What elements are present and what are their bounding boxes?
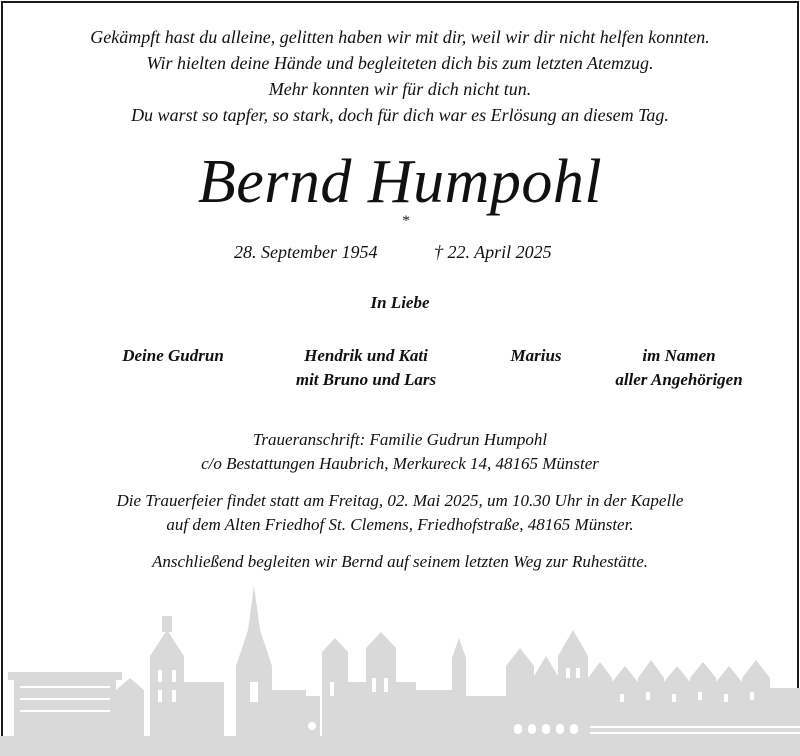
signature-line: mit Bruno und Lars: [295, 370, 437, 389]
ceremony-line: Die Trauerfeier findet statt am Freitag, 02. Mai 2025, um 10.30 Uhr in der Kapelle: [116, 491, 684, 510]
signature-hendrik-kati: [276, 344, 456, 392]
birth-date: 28. September 1954: [234, 242, 378, 262]
muenster-skyline-illustration: [0, 586, 800, 756]
signature-line: im Namen: [642, 346, 716, 365]
burial-line: Anschließend begleiten wir Bernd auf seinem letzten Weg zur Ruhestätte.: [151, 552, 649, 571]
death-date: † 22. April 2025: [434, 242, 552, 262]
poem-line: Wir hielten deine Hände und begleiteten dich bis zum letzten Atemzug.: [146, 53, 654, 73]
signature-line: Marius: [510, 346, 562, 365]
burial-note: [0, 550, 800, 574]
mourning-address: [0, 428, 800, 476]
in-love-heading: In Liebe: [370, 293, 430, 312]
signature-line: Deine Gudrun: [122, 346, 224, 365]
address-line: c/o Bestattungen Haubrich, Merkureck 14, 48165 Münster: [201, 454, 599, 473]
poem: [0, 24, 800, 128]
ceremony-details: [0, 489, 800, 537]
poem-line: Gekämpft hast du alleine, gelitten haben wir mit dir, weil wir dir nicht helfen konnten.: [90, 27, 710, 47]
signature-relatives: [598, 344, 760, 392]
address-line: Traueranschrift: Familie Gudrun Humpohl: [252, 430, 548, 449]
poem-line: Mehr konnten wir für dich nicht tun.: [268, 79, 532, 99]
ceremony-line: auf dem Alten Friedhof St. Clemens, Friedhofstraße, 48165 Münster.: [166, 515, 634, 534]
signature-line: Hendrik und Kati: [304, 346, 428, 365]
signature-gudrun: [108, 344, 238, 368]
poem-line: Du warst so tapfer, so stark, doch für dich war es Erlösung an diesem Tag.: [131, 105, 669, 125]
signature-line: aller Angehörigen: [615, 370, 743, 389]
birth-star-symbol: *: [402, 213, 410, 229]
deceased-name: Bernd Humpohl: [197, 148, 603, 216]
signature-marius: [496, 344, 576, 368]
